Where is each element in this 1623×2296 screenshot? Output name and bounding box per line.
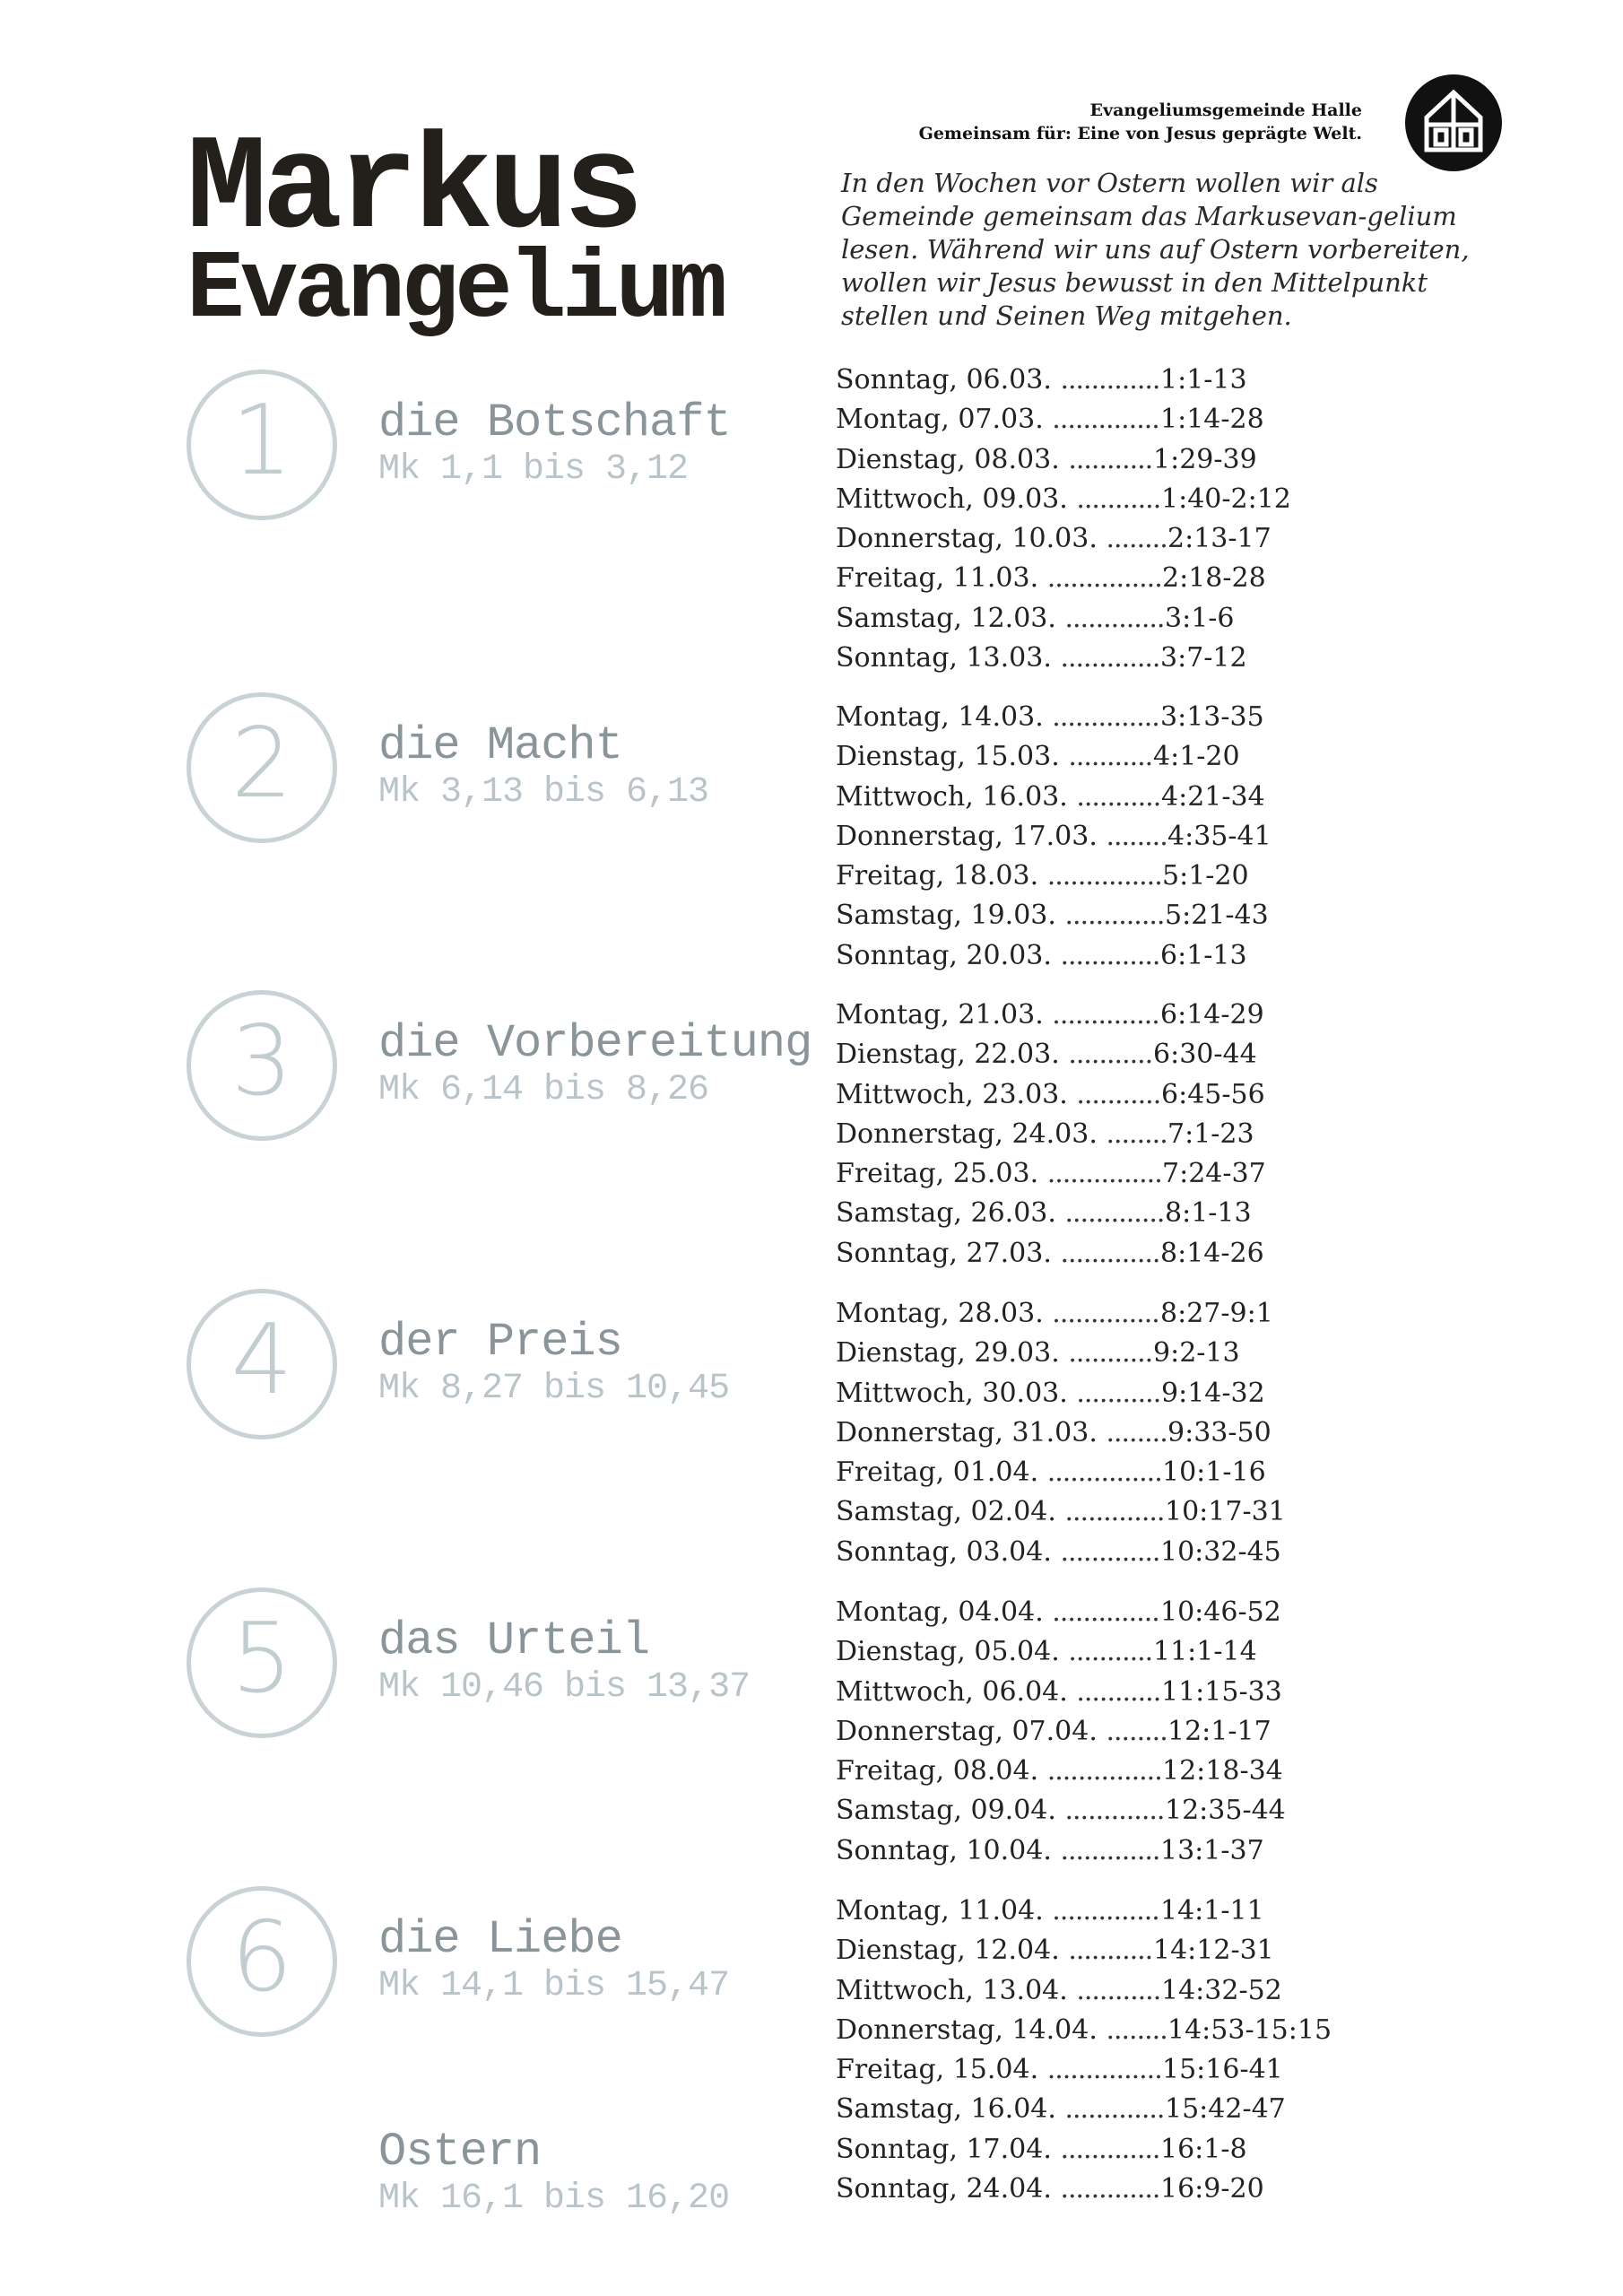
schedule-ref: 11:15-33 — [1161, 1675, 1282, 1708]
schedule-day: Montag, 04.04. — [836, 1596, 1044, 1628]
schedule-week-4 — [836, 1294, 1419, 1572]
schedule-row — [836, 817, 1419, 857]
schedule-ref: 9:14-32 — [1161, 1377, 1265, 1409]
schedule-row — [836, 1234, 1419, 1274]
section-title: die Macht — [378, 719, 622, 772]
schedule-dots: .............. — [1052, 1895, 1159, 1926]
schedule-week-5 — [836, 1593, 1419, 1871]
schedule-row — [836, 1931, 1419, 1970]
schedule-row — [836, 1492, 1419, 1532]
section-number: 2 — [230, 708, 293, 820]
schedule-row — [836, 1374, 1419, 1413]
schedule-dots: ........... — [1076, 1974, 1161, 2006]
section-title: die Vorbereitung — [378, 1017, 812, 1070]
schedule-dots: ............... — [1046, 562, 1162, 595]
schedule-day: Samstag, 09.04. — [836, 1795, 1056, 1827]
schedule-day: Sonntag, 06.03. — [836, 364, 1052, 396]
schedule-ref: 4:21-34 — [1161, 780, 1265, 813]
schedule-day: Donnerstag, 31.03. — [836, 1416, 1098, 1448]
section-range: Mk 8,27 bis 10,45 — [378, 1369, 730, 1409]
section-number-circle — [187, 692, 337, 843]
schedule-ref: 10:46-52 — [1160, 1596, 1281, 1628]
schedule-day: Mittwoch, 13.04. — [836, 1974, 1068, 2006]
schedule-row — [836, 1413, 1419, 1453]
schedule-day: Mittwoch, 06.04. — [836, 1675, 1068, 1708]
schedule-dots: .............. — [1052, 999, 1159, 1031]
ostern-title: Ostern — [378, 2126, 542, 2179]
schedule-day: Montag, 21.03. — [836, 999, 1044, 1031]
schedule-dots: ........... — [1076, 1078, 1161, 1110]
schedule-dots: ............... — [1046, 1457, 1162, 1489]
schedule-dots: ........... — [1076, 1377, 1161, 1409]
schedule-row — [836, 1892, 1419, 1931]
ostern-range: Mk 16,1 bis 16,20 — [378, 2179, 730, 2219]
schedule-day: Donnerstag, 24.03. — [836, 1118, 1098, 1150]
schedule-row — [836, 1593, 1419, 1632]
schedule-ref: 7:24-37 — [1162, 1158, 1266, 1190]
schedule-day: Donnerstag, 10.03. — [836, 523, 1098, 555]
schedule-ref: 12:35-44 — [1165, 1795, 1286, 1827]
schedule-dots: ........ — [1106, 1118, 1167, 1150]
schedule-day: Freitag, 01.04. — [836, 1457, 1039, 1489]
schedule-row — [836, 2130, 1419, 2170]
intro-text: In den Wochen vor Ostern wollen wir als Gemeinde gemeinsam das Markusevan-gelium lesen. Während wir uns auf Ostern vorbereiten, wollen wir Jesus bewusst in den Mittelpunkt stellen und Seinen Weg mitgehen. — [841, 168, 1470, 331]
title-line-2: Evangelium — [187, 236, 724, 345]
schedule-row — [836, 1831, 1419, 1871]
section-number: 5 — [230, 1603, 293, 1715]
schedule-dots: ............... — [1046, 860, 1162, 892]
schedule-row — [836, 1712, 1419, 1752]
schedule-ref: 15:16-41 — [1162, 2054, 1283, 2086]
schedule-row — [836, 361, 1419, 400]
schedule-row — [836, 2090, 1419, 2129]
schedule-row — [836, 1194, 1419, 1233]
schedule-dots: ........... — [1076, 1675, 1161, 1708]
schedule-ref: 10:17-31 — [1165, 1496, 1286, 1528]
schedule-day: Montag, 11.04. — [836, 1895, 1044, 1926]
schedule-dots: ........... — [1068, 741, 1153, 773]
schedule-ref: 12:18-34 — [1162, 1755, 1283, 1787]
schedule-dots: ............. — [1060, 1535, 1160, 1568]
schedule-day: Samstag, 16.04. — [836, 2093, 1056, 2126]
schedule-ref: 8:1-13 — [1165, 1197, 1252, 1230]
schedule-row — [836, 639, 1419, 678]
schedule-week-6 — [836, 1892, 1419, 2209]
schedule-day: Montag, 14.03. — [836, 701, 1044, 733]
schedule-day: Sonntag, 13.03. — [836, 642, 1052, 674]
section-title: der Preis — [378, 1316, 622, 1369]
schedule-day: Samstag, 19.03. — [836, 900, 1056, 932]
schedule-ref: 2:18-28 — [1162, 562, 1266, 595]
schedule-dots: ............. — [1060, 939, 1160, 971]
schedule-row — [836, 2050, 1419, 2090]
schedule-dots: ............. — [1060, 1237, 1160, 1269]
schedule-day: Dienstag, 22.03. — [836, 1039, 1060, 1071]
schedule-row — [836, 519, 1419, 559]
schedule-dots: ............. — [1064, 900, 1165, 932]
schedule-day: Freitag, 08.04. — [836, 1755, 1039, 1787]
schedule-row — [836, 737, 1419, 777]
schedule-day: Dienstag, 12.04. — [836, 1935, 1060, 1967]
schedule-ref: 16:1-8 — [1160, 2133, 1247, 2165]
schedule-day: Dienstag, 29.03. — [836, 1337, 1060, 1370]
schedule-day: Dienstag, 08.03. — [836, 443, 1060, 475]
schedule-dots: ........... — [1068, 1337, 1153, 1370]
schedule-row — [836, 559, 1419, 598]
schedule-ref: 10:32-45 — [1160, 1535, 1281, 1568]
section-4 — [187, 1289, 814, 1459]
schedule-row — [836, 1035, 1419, 1074]
schedule-day: Samstag, 02.04. — [836, 1496, 1056, 1528]
section-2 — [187, 692, 814, 863]
schedule-day: Mittwoch, 16.03. — [836, 780, 1068, 813]
schedule-dots: ............... — [1046, 1158, 1162, 1190]
schedule-day: Sonntag, 10.04. — [836, 1834, 1052, 1866]
schedule-dots: ............. — [1060, 642, 1160, 674]
schedule-dots: .............. — [1052, 1596, 1159, 1628]
schedule-ref: 14:32-52 — [1161, 1974, 1282, 2006]
schedule-ref: 5:1-20 — [1162, 860, 1249, 892]
schedule-day: Donnerstag, 14.04. — [836, 2013, 1098, 2046]
org-slogan: Gemeinsam für: Eine von Jesus geprägte Welt. — [918, 124, 1362, 144]
section-title: die Botschaft — [378, 396, 731, 449]
schedule-row — [836, 1115, 1419, 1154]
schedule-dots: ............. — [1064, 2093, 1165, 2126]
schedule-day: Montag, 07.03. — [836, 404, 1044, 436]
section-range: Mk 14,1 bis 15,47 — [378, 1966, 730, 2006]
schedule-week-1 — [836, 361, 1419, 678]
section-range: Mk 6,14 bis 8,26 — [378, 1070, 709, 1110]
schedule-ref: 10:1-16 — [1162, 1457, 1266, 1489]
schedule-dots: ........ — [1106, 1715, 1167, 1747]
title-line-1: Markus — [187, 115, 639, 267]
schedule-ref: 14:12-31 — [1153, 1935, 1274, 1967]
section-range: Mk 10,46 bis 13,37 — [378, 1667, 751, 1708]
schedule-row — [836, 1294, 1419, 1334]
schedule-dots: ........... — [1068, 1636, 1153, 1668]
schedule-dots: .............. — [1052, 404, 1159, 436]
schedule-week-2 — [836, 698, 1419, 976]
section-number-circle — [187, 1587, 337, 1738]
schedule-day: Freitag, 18.03. — [836, 860, 1039, 892]
section-number: 4 — [230, 1304, 293, 1416]
schedule-row — [836, 599, 1419, 639]
schedule-ref: 9:2-13 — [1153, 1337, 1240, 1370]
schedule-dots: ............. — [1064, 1197, 1165, 1230]
schedule-day: Montag, 28.03. — [836, 1298, 1044, 1329]
section-number: 3 — [230, 1005, 293, 1118]
section-number: 1 — [230, 385, 293, 497]
schedule-row — [836, 480, 1419, 519]
schedule-day: Freitag, 11.03. — [836, 562, 1039, 595]
schedule-ref: 14:53-15:15 — [1167, 2013, 1332, 2046]
schedule-day: Donnerstag, 17.03. — [836, 820, 1098, 852]
schedule-dots: ............. — [1060, 2173, 1160, 2205]
schedule-ref: 1:1-13 — [1160, 364, 1247, 396]
schedule-day: Samstag, 12.03. — [836, 602, 1056, 634]
schedule-week-3 — [836, 996, 1419, 1274]
schedule-row — [836, 2170, 1419, 2209]
schedule-dots: ........... — [1068, 1935, 1153, 1967]
schedule-dots: ........... — [1068, 1039, 1153, 1071]
section-3 — [187, 990, 814, 1161]
schedule-day: Mittwoch, 09.03. — [836, 483, 1068, 515]
schedule-day: Sonntag, 03.04. — [836, 1535, 1052, 1568]
section-number-circle — [187, 1289, 337, 1439]
org-name: Evangeliumsgemeinde Halle — [1089, 100, 1362, 120]
section-number-circle — [187, 370, 337, 520]
schedule-dots: ............... — [1046, 2054, 1162, 2086]
schedule-row — [836, 1971, 1419, 2011]
schedule-row — [836, 996, 1419, 1035]
schedule-day: Sonntag, 17.04. — [836, 2133, 1052, 2165]
schedule-dots: ........ — [1106, 820, 1167, 852]
section-number-circle — [187, 1886, 337, 2037]
schedule-row — [836, 400, 1419, 439]
church-logo-icon — [1405, 74, 1502, 171]
schedule-ref: 2:13-17 — [1167, 523, 1271, 555]
schedule-row — [836, 778, 1419, 817]
section-6 — [187, 1886, 814, 2057]
section-5 — [187, 1587, 814, 1758]
section-number-circle — [187, 990, 337, 1141]
schedule-dots: .............. — [1052, 701, 1159, 733]
schedule-dots: ............. — [1060, 1834, 1160, 1866]
schedule-ref: 8:27-9:1 — [1160, 1298, 1273, 1329]
schedule-day: Sonntag, 27.03. — [836, 1237, 1052, 1269]
schedule-day: Dienstag, 05.04. — [836, 1636, 1060, 1668]
schedule-dots: ............. — [1060, 2133, 1160, 2165]
schedule-row — [836, 936, 1419, 976]
schedule-dots: ............. — [1064, 602, 1165, 634]
schedule-day: Dienstag, 15.03. — [836, 741, 1060, 773]
section-1 — [187, 370, 814, 540]
schedule-ref: 4:35-41 — [1167, 820, 1271, 852]
section-title: die Liebe — [378, 1913, 622, 1966]
schedule-ref: 3:7-12 — [1160, 642, 1247, 674]
schedule-dots: ........ — [1106, 523, 1167, 555]
schedule-dots: ........ — [1106, 1416, 1167, 1448]
section-range: Mk 3,13 bis 6,13 — [378, 772, 709, 813]
schedule-day: Samstag, 26.03. — [836, 1197, 1056, 1230]
section-number: 6 — [230, 1901, 293, 2013]
schedule-dots: .............. — [1052, 1298, 1159, 1329]
schedule-row — [836, 1453, 1419, 1492]
schedule-dots: ........... — [1076, 780, 1161, 813]
schedule-dots: ............. — [1064, 1496, 1165, 1528]
schedule-ref: 7:1-23 — [1167, 1118, 1254, 1150]
schedule-ref: 13:1-37 — [1160, 1834, 1264, 1866]
schedule-row — [836, 896, 1419, 935]
schedule-ref: 14:1-11 — [1160, 1895, 1264, 1926]
schedule-ref: 4:1-20 — [1153, 741, 1240, 773]
schedule-dots: ........... — [1068, 443, 1153, 475]
schedule-row — [836, 1075, 1419, 1115]
schedule-ref: 6:1-13 — [1160, 939, 1247, 971]
schedule-day: Donnerstag, 07.04. — [836, 1715, 1098, 1747]
section-range: Mk 1,1 bis 3,12 — [378, 449, 689, 490]
schedule-row — [836, 1533, 1419, 1572]
schedule-ref: 1:14-28 — [1160, 404, 1264, 436]
schedule-ref: 6:14-29 — [1160, 999, 1264, 1031]
schedule-row — [836, 1154, 1419, 1194]
schedule-ref: 9:33-50 — [1167, 1416, 1271, 1448]
org-text — [919, 99, 1362, 145]
schedule-dots: ........... — [1076, 483, 1161, 515]
schedule-ref: 3:13-35 — [1160, 701, 1264, 733]
schedule-ref: 1:29-39 — [1153, 443, 1257, 475]
schedule-row — [836, 1334, 1419, 1373]
schedule-dots: ............. — [1064, 1795, 1165, 1827]
schedule-dots: ........ — [1106, 2013, 1167, 2046]
schedule-ref: 16:9-20 — [1160, 2173, 1264, 2205]
schedule-row — [836, 1632, 1419, 1672]
schedule-ref: 6:30-44 — [1153, 1039, 1257, 1071]
schedule-ref: 11:1-14 — [1153, 1636, 1257, 1668]
schedule-row — [836, 1673, 1419, 1712]
schedule-dots: ............. — [1060, 364, 1160, 396]
schedule-ref: 1:40-2:12 — [1161, 483, 1291, 515]
schedule-ref: 5:21-43 — [1165, 900, 1269, 932]
schedule-dots: ............... — [1046, 1755, 1162, 1787]
schedule-ref: 6:45-56 — [1161, 1078, 1265, 1110]
schedule-day: Freitag, 25.03. — [836, 1158, 1039, 1190]
schedule-day: Sonntag, 20.03. — [836, 939, 1052, 971]
schedule-ref: 8:14-26 — [1160, 1237, 1264, 1269]
schedule-day: Sonntag, 24.04. — [836, 2173, 1052, 2205]
schedule-ref: 12:1-17 — [1167, 1715, 1271, 1747]
schedule-ref: 15:42-47 — [1165, 2093, 1286, 2126]
schedule-day: Freitag, 15.04. — [836, 2054, 1039, 2086]
schedule-row — [836, 2011, 1419, 2050]
schedule-row — [836, 1752, 1419, 1791]
schedule-row — [836, 857, 1419, 896]
schedule-row — [836, 698, 1419, 737]
section-title: das Urteil — [378, 1614, 650, 1667]
schedule-ref: 3:1-6 — [1165, 602, 1235, 634]
schedule-day: Mittwoch, 23.03. — [836, 1078, 1068, 1110]
schedule-day: Mittwoch, 30.03. — [836, 1377, 1068, 1409]
schedule-row — [836, 1791, 1419, 1831]
schedule-row — [836, 440, 1419, 480]
